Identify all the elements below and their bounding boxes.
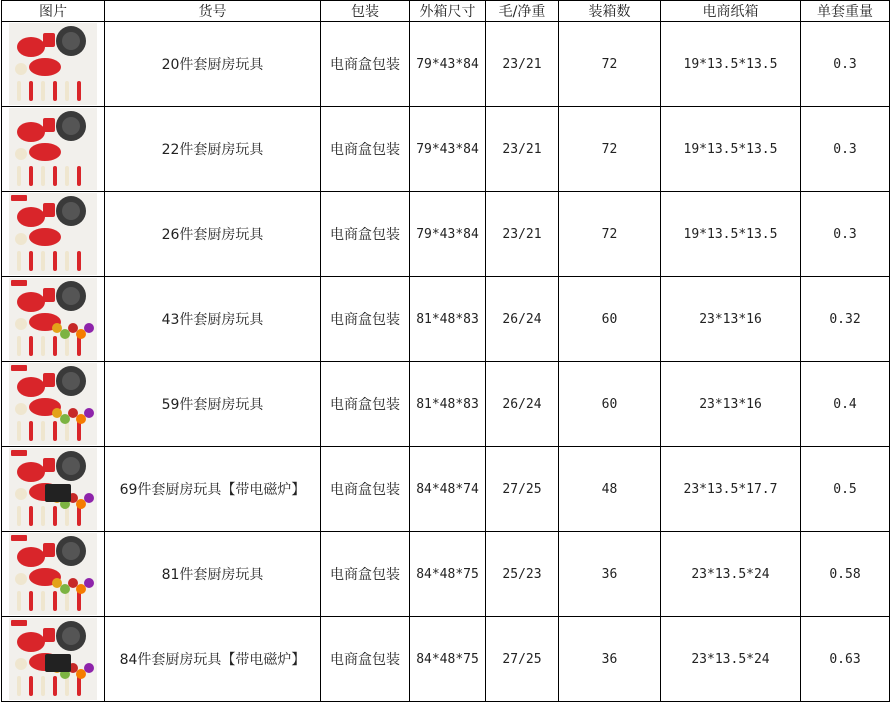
cell-outer-size: 81*48*83 <box>410 277 486 362</box>
cell-weight: 23/21 <box>486 192 559 277</box>
cell-image <box>2 617 105 702</box>
set-badge <box>11 450 27 456</box>
cell-qty: 60 <box>559 277 661 362</box>
set-badge <box>11 280 27 286</box>
cell-carton: 23*13.5*24 <box>661 617 801 702</box>
cell-weight: 26/24 <box>486 362 559 447</box>
cell-item-name: 22件套厨房玩具 <box>105 107 321 192</box>
cell-qty: 60 <box>559 362 661 447</box>
cell-item-name: 84件套厨房玩具【带电磁炉】 <box>105 617 321 702</box>
cell-packing: 电商盒包装 <box>321 22 410 107</box>
header-unit-weight: 单套重量 <box>801 1 890 22</box>
table-row <box>2 192 890 277</box>
cell-qty: 72 <box>559 107 661 192</box>
cell-carton: 23*13.5*17.7 <box>661 447 801 532</box>
cell-item-name: 26件套厨房玩具 <box>105 192 321 277</box>
cell-outer-size: 84*48*75 <box>410 617 486 702</box>
product-image <box>9 618 97 700</box>
cell-unit-weight: 0.63 <box>801 617 890 702</box>
cell-image <box>2 107 105 192</box>
header-qty: 装箱数 <box>559 1 661 22</box>
cell-qty: 72 <box>559 22 661 107</box>
product-image <box>9 363 97 445</box>
table-row <box>2 532 890 617</box>
product-image <box>9 278 97 360</box>
cell-image <box>2 447 105 532</box>
cell-outer-size: 79*43*84 <box>410 107 486 192</box>
table-row <box>2 362 890 447</box>
cell-item-name: 59件套厨房玩具 <box>105 362 321 447</box>
table-row <box>2 617 890 702</box>
cell-image <box>2 362 105 447</box>
cell-unit-weight: 0.3 <box>801 22 890 107</box>
cell-weight: 25/23 <box>486 532 559 617</box>
cell-unit-weight: 0.3 <box>801 107 890 192</box>
cell-weight: 27/25 <box>486 617 559 702</box>
table-row <box>2 447 890 532</box>
cell-packing: 电商盒包装 <box>321 192 410 277</box>
table-row <box>2 277 890 362</box>
header-image: 图片 <box>2 1 105 22</box>
header-row <box>2 1 890 22</box>
cell-packing: 电商盒包装 <box>321 362 410 447</box>
header-outer-size: 外箱尺寸 <box>410 1 486 22</box>
cell-qty: 36 <box>559 532 661 617</box>
cell-image <box>2 277 105 362</box>
product-image <box>9 448 97 530</box>
product-image <box>9 193 97 275</box>
cell-packing: 电商盒包装 <box>321 617 410 702</box>
cell-image <box>2 22 105 107</box>
cell-image <box>2 532 105 617</box>
product-table <box>1 0 890 702</box>
cell-carton: 23*13*16 <box>661 362 801 447</box>
cell-item-name: 69件套厨房玩具【带电磁炉】 <box>105 447 321 532</box>
cell-carton: 19*13.5*13.5 <box>661 22 801 107</box>
cell-packing: 电商盒包装 <box>321 277 410 362</box>
set-badge <box>11 365 27 371</box>
header-carton: 电商纸箱 <box>661 1 801 22</box>
cell-item-name: 20件套厨房玩具 <box>105 22 321 107</box>
header-weight: 毛/净重 <box>486 1 559 22</box>
cell-outer-size: 79*43*84 <box>410 22 486 107</box>
cell-outer-size: 81*48*83 <box>410 362 486 447</box>
cell-image <box>2 192 105 277</box>
product-image <box>9 23 97 105</box>
cell-outer-size: 84*48*75 <box>410 532 486 617</box>
cell-packing: 电商盒包装 <box>321 107 410 192</box>
header-packing: 包装 <box>321 1 410 22</box>
set-badge <box>11 195 27 201</box>
cell-qty: 48 <box>559 447 661 532</box>
cell-carton: 19*13.5*13.5 <box>661 192 801 277</box>
cell-packing: 电商盒包装 <box>321 532 410 617</box>
cell-packing: 电商盒包装 <box>321 447 410 532</box>
cell-weight: 23/21 <box>486 107 559 192</box>
cell-weight: 23/21 <box>486 22 559 107</box>
table-row <box>2 22 890 107</box>
product-image <box>9 533 97 615</box>
cell-weight: 26/24 <box>486 277 559 362</box>
set-badge <box>11 620 27 626</box>
cell-unit-weight: 0.32 <box>801 277 890 362</box>
cell-carton: 23*13*16 <box>661 277 801 362</box>
cell-unit-weight: 0.5 <box>801 447 890 532</box>
cell-outer-size: 79*43*84 <box>410 192 486 277</box>
cell-unit-weight: 0.3 <box>801 192 890 277</box>
cell-weight: 27/25 <box>486 447 559 532</box>
cell-unit-weight: 0.58 <box>801 532 890 617</box>
cell-item-name: 81件套厨房玩具 <box>105 532 321 617</box>
cell-outer-size: 84*48*74 <box>410 447 486 532</box>
cell-qty: 36 <box>559 617 661 702</box>
product-image <box>9 108 97 190</box>
cell-item-name: 43件套厨房玩具 <box>105 277 321 362</box>
cell-carton: 23*13.5*24 <box>661 532 801 617</box>
cell-unit-weight: 0.4 <box>801 362 890 447</box>
cell-carton: 19*13.5*13.5 <box>661 107 801 192</box>
set-badge <box>11 535 27 541</box>
table-row <box>2 107 890 192</box>
header-item-no: 货号 <box>105 1 321 22</box>
cell-qty: 72 <box>559 192 661 277</box>
